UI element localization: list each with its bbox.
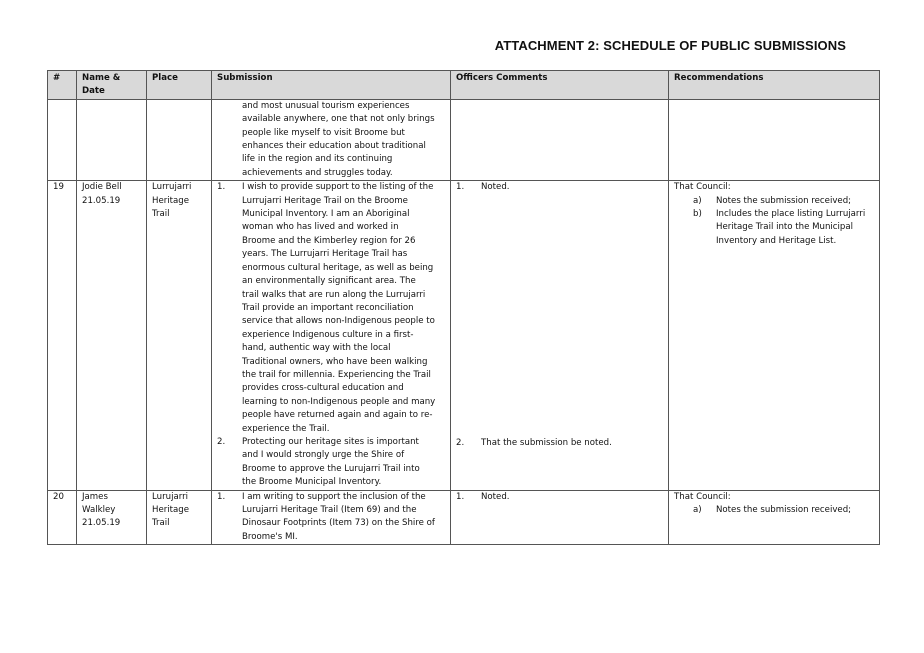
submission-line: I wish to provide support to the listing of the <box>242 182 434 193</box>
cell-comments <box>451 490 669 545</box>
submission-line: people like myself to visit Broome but <box>242 127 405 138</box>
cell-recommendations <box>669 99 880 180</box>
place-line: Trail <box>152 518 170 529</box>
recommendation-line: Notes the submission received; <box>716 505 852 515</box>
submission-line: provides cross-cultural education and <box>242 383 404 394</box>
table-row-continuation <box>48 99 880 180</box>
submission-line: Broome to approve the Lurujarri Trail into <box>242 463 420 474</box>
submission-continuation <box>217 100 445 180</box>
submission-line: experience the Trail. <box>242 423 330 434</box>
submission-line: Municipal Inventory. I am an Aboriginal <box>242 209 410 220</box>
recommendation-text <box>716 208 874 248</box>
comment-item <box>456 491 663 504</box>
cell-place <box>147 181 212 490</box>
header-name-date: Name & Date <box>77 71 147 100</box>
submission-line: Broome and the Kimberley region for 26 <box>242 235 416 246</box>
recommendation-line: Includes the place listing Lurrujarri <box>716 209 866 220</box>
submission-line: Broome's MI. <box>242 531 298 542</box>
comment-text: That the submission be noted. <box>481 437 612 448</box>
recommendation-intro: That Council: <box>674 491 731 502</box>
name-line: Jodie Bell <box>82 182 122 193</box>
header-submission: Submission <box>212 71 451 100</box>
submission-line: I am writing to support the inclusion of the <box>242 491 426 502</box>
cell-recommendations <box>669 490 880 545</box>
submission-line: Lurujarri Heritage Trail (Item 69) and the <box>242 505 417 515</box>
comment-item <box>456 181 663 194</box>
submission-line: an environmentally significant area. The <box>242 276 416 287</box>
table-row <box>48 181 880 490</box>
submission-line: experience Indigenous culture in a first- <box>242 329 414 340</box>
submission-line: Traditional owners, who have been walking <box>242 356 428 367</box>
recommendation-line: Heritage Trail into the Municipal <box>716 222 854 233</box>
place-line: Heritage <box>152 195 190 206</box>
cell-submission <box>212 181 451 490</box>
name-line: Walkley <box>82 505 116 515</box>
place-line: Heritage <box>152 505 190 515</box>
submission-line: Protecting our heritage sites is important <box>242 436 419 447</box>
submission-line: available anywhere, one that not only brings <box>242 114 435 125</box>
submission-item <box>217 181 445 436</box>
cell-submission <box>212 490 451 545</box>
item-number: 2. <box>217 436 226 447</box>
recommendation-text <box>716 195 874 208</box>
recommendation-line: Notes the submission received; <box>716 195 852 206</box>
submission-item <box>217 436 445 490</box>
submission-line: years. The Lurrujarri Heritage Trail has <box>242 249 408 260</box>
recommendation-line: Inventory and Heritage List. <box>716 235 837 246</box>
name-line: 21.05.19 <box>82 195 121 206</box>
submission-line: service that allows non-Indigenous people to <box>242 316 435 327</box>
submission-line: Lurrujarri Heritage Trail on the Broome <box>242 195 408 206</box>
recommendation-item <box>674 504 874 517</box>
submission-line: Dinosaur Footprints (Item 73) on the Shire of <box>242 518 435 529</box>
submission-line: people have returned again and again to re- <box>242 410 433 421</box>
submission-line: trail walks that are run along the Lurrujarri <box>242 289 426 300</box>
cell-comments <box>451 181 669 490</box>
comment-item <box>456 437 663 450</box>
submission-line: and most unusual tourism experiences <box>242 100 410 111</box>
comment-text: Noted. <box>481 491 510 502</box>
table-row <box>48 490 880 545</box>
submission-text <box>242 181 445 436</box>
comment-text: Noted. <box>481 182 510 193</box>
place-line: Lurujarri <box>152 491 189 502</box>
item-number: 1. <box>217 182 226 193</box>
submission-line: enormous cultural heritage, as well as being <box>242 262 434 273</box>
item-number: 1. <box>217 491 226 502</box>
header-num: # <box>48 71 77 100</box>
submission-line: life in the region and its continuing <box>242 154 393 165</box>
place-line: Trail <box>152 209 170 220</box>
cell-num <box>48 99 77 180</box>
cell-name <box>77 490 147 545</box>
item-letter: a) <box>693 195 702 206</box>
submission-line: hand, authentic way with the local <box>242 343 391 354</box>
submission-line: enhances their education about traditional <box>242 141 426 152</box>
submission-line: Trail provide an important reconciliation <box>242 302 414 313</box>
name-line: 21.05.19 <box>82 518 121 529</box>
cell-num: 20 <box>48 490 77 545</box>
recommendation-item <box>674 208 874 248</box>
item-number: 1. <box>456 491 465 502</box>
header-place: Place <box>147 71 212 100</box>
place-line: Lurrujarri <box>152 182 192 193</box>
item-number: 2. <box>456 437 465 448</box>
item-letter: b) <box>693 209 702 220</box>
header-recommendations: Recommendations <box>669 71 880 100</box>
cell-name <box>77 99 147 180</box>
submission-text <box>242 436 445 490</box>
recommendation-item <box>674 195 874 208</box>
submission-line: achievements and struggles today. <box>242 167 393 178</box>
submission-line: the Broome Municipal Inventory. <box>242 477 382 488</box>
submission-line: learning to non-Indigenous people and many <box>242 396 436 407</box>
submission-item <box>217 491 445 545</box>
item-letter: a) <box>693 505 702 515</box>
cell-recommendations <box>669 181 880 490</box>
cell-name <box>77 181 147 490</box>
submission-line: woman who has lived and worked in <box>242 222 399 233</box>
cell-num: 19 <box>48 181 77 490</box>
submission-text <box>242 491 445 545</box>
table-header-row <box>48 71 880 100</box>
item-number: 1. <box>456 182 465 193</box>
name-line: James <box>82 491 108 502</box>
submission-line: and I would strongly urge the Shire of <box>242 450 405 461</box>
page-title: ATTACHMENT 2: SCHEDULE OF PUBLIC SUBMISSIONS <box>494 38 846 53</box>
submissions-table <box>47 70 880 545</box>
cell-comments <box>451 99 669 180</box>
recommendation-intro: That Council: <box>674 182 731 193</box>
header-officers-comments: Officers Comments <box>451 71 669 100</box>
cell-place <box>147 99 212 180</box>
cell-place <box>147 490 212 545</box>
cell-submission <box>212 99 451 180</box>
submission-line: the trail for millennia. Experiencing the Trail <box>242 369 431 380</box>
recommendation-text <box>716 504 874 517</box>
